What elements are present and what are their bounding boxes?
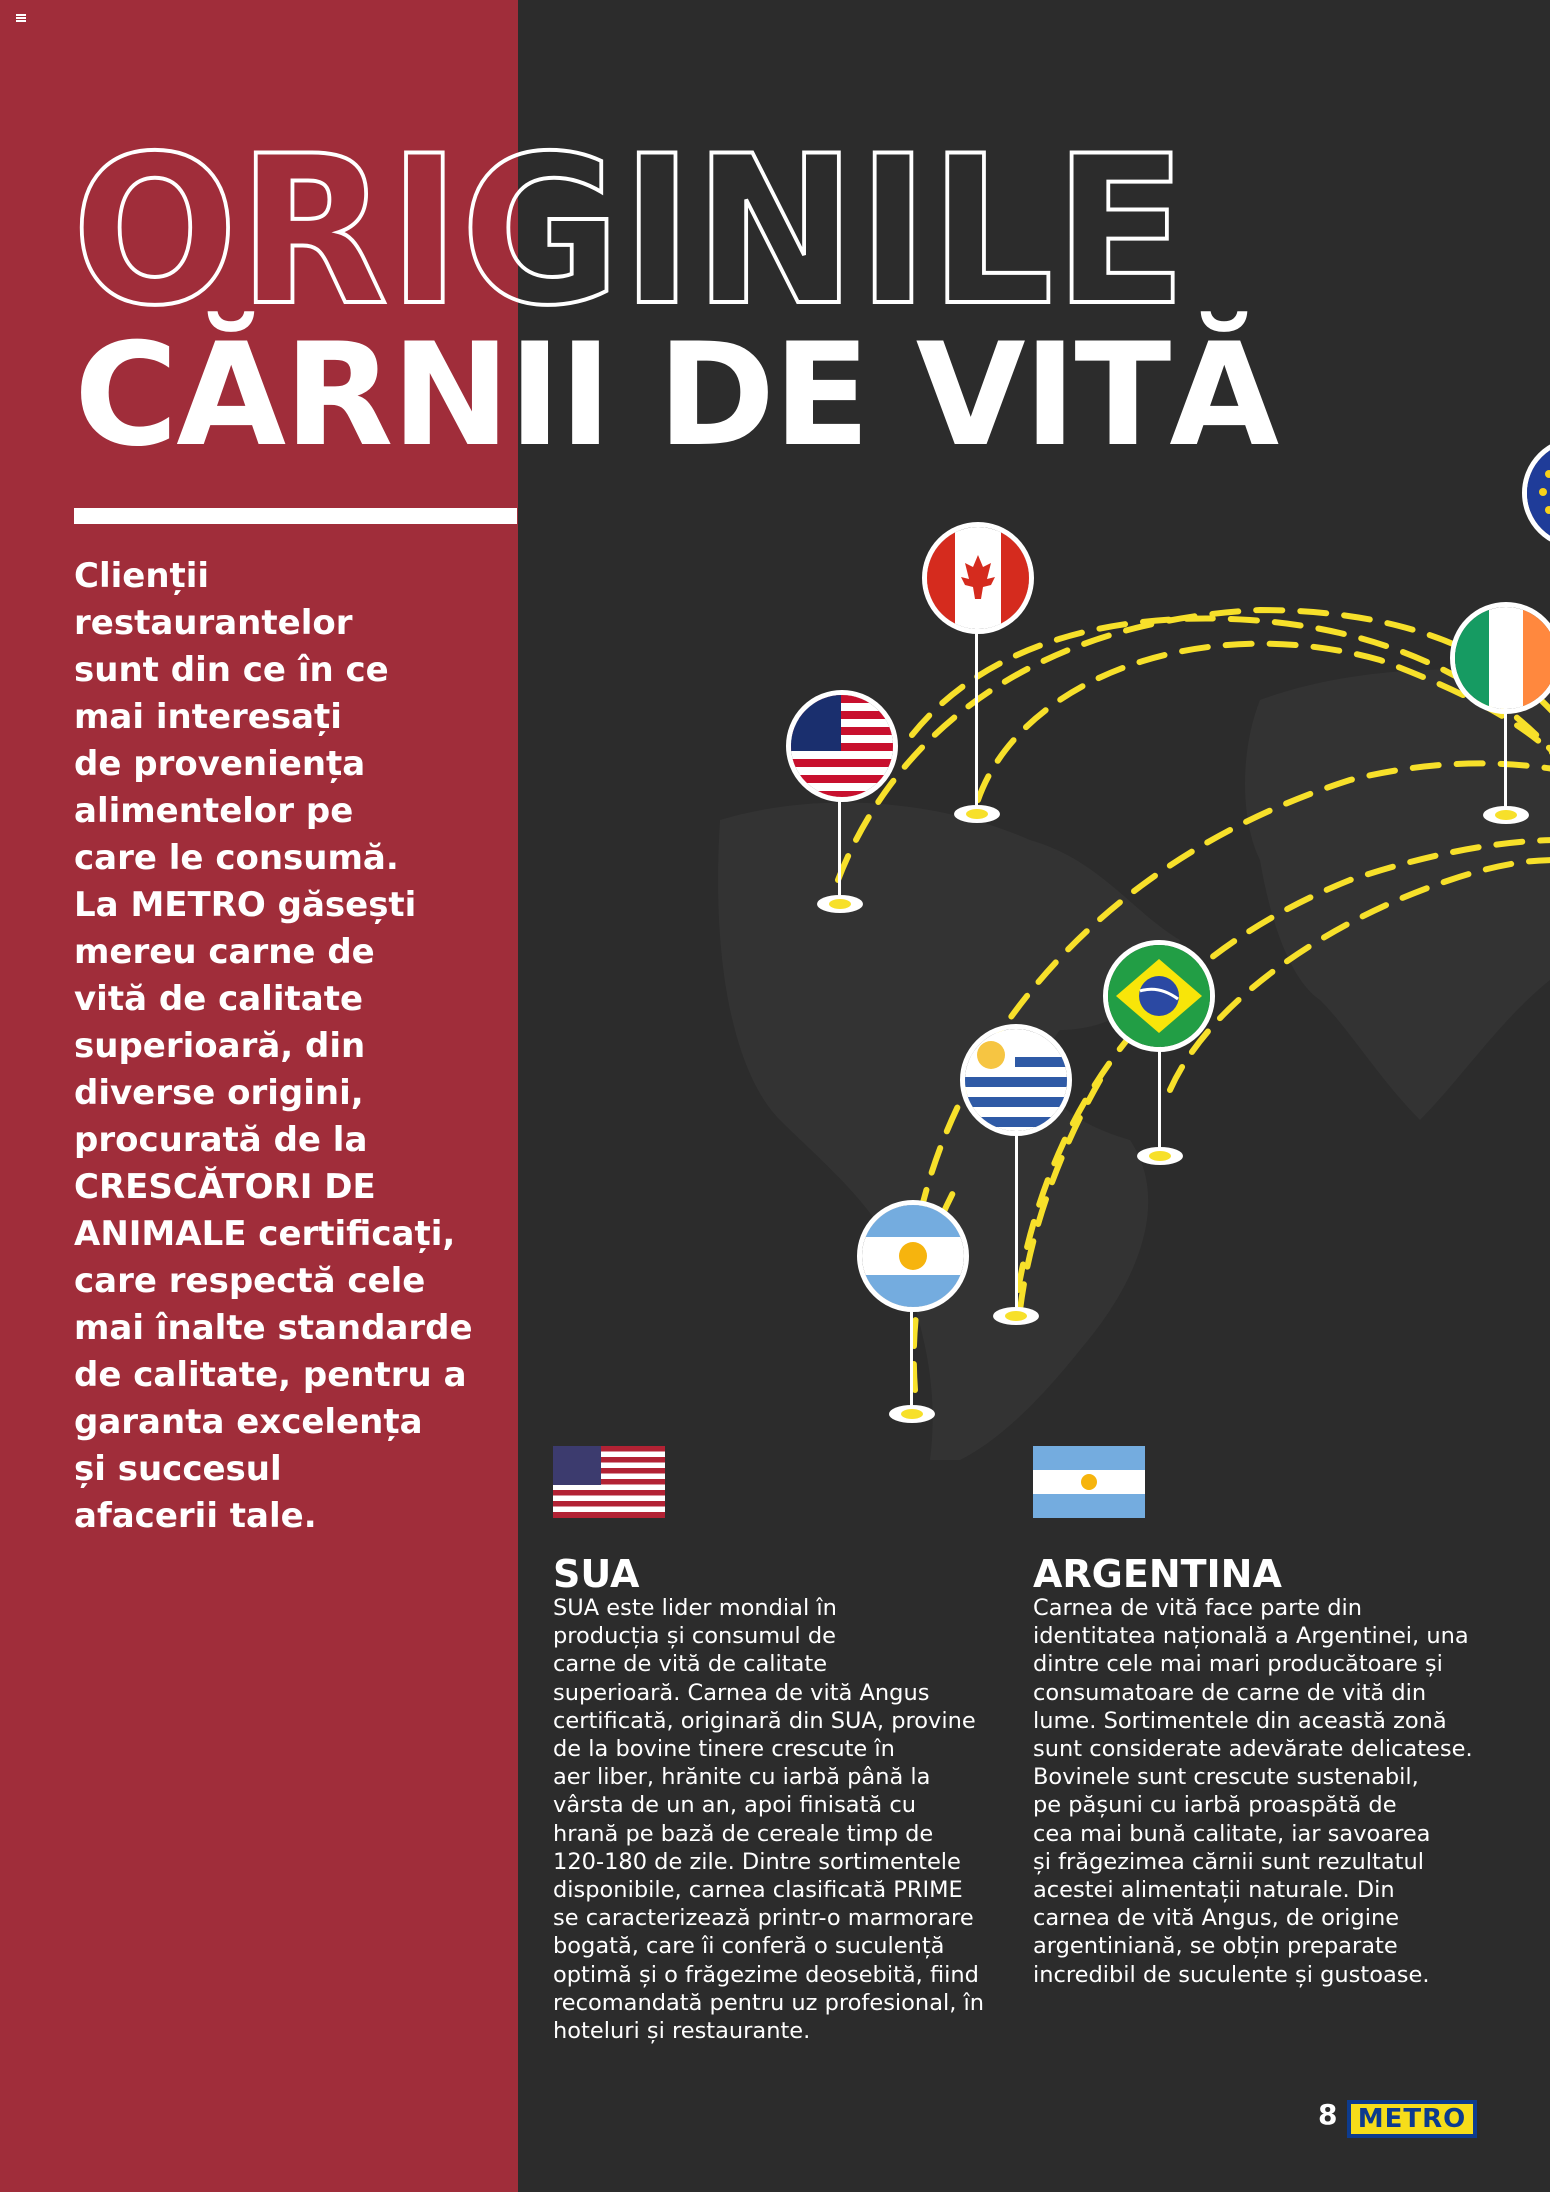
uruguay-flag-icon bbox=[960, 1024, 1072, 1136]
intro-paragraph: Clienții restaurantelor sunt din ce în ce mai interesați de proveniența alimentelor pe care le consumă. La METRO găsești mereu carne de vită de calitate superioară, din diverse origini, procurată de la CRESCĂTORI DE ANIMALE certificați, care respectă cele mai înalte standarde de calitate, pentru a garanta excelența și succesul afacerii tale. bbox=[74, 556, 473, 1536]
argentina-flag-icon bbox=[857, 1200, 969, 1312]
title-outline-text: ORIGINILE bbox=[72, 113, 1187, 342]
metro-logo bbox=[1347, 2100, 1477, 2138]
usa-flag-rect-icon bbox=[553, 1446, 665, 1518]
ireland-pin-base bbox=[1483, 806, 1529, 824]
canada-pin-stem bbox=[975, 625, 978, 815]
metro-logo-text: METRO bbox=[1357, 2104, 1467, 2134]
canada-pin-base bbox=[954, 805, 1000, 823]
page-number: 8 bbox=[1318, 2098, 1338, 2131]
country-title-argentina: ARGENTINA bbox=[1033, 1552, 1282, 1596]
argentina-pin-base bbox=[889, 1405, 935, 1423]
ireland-flag-icon bbox=[1450, 602, 1550, 714]
ireland-pin-stem bbox=[1504, 700, 1507, 815]
route-uruguay-to-eu bbox=[1018, 840, 1550, 1290]
argentina-flag-rect-icon bbox=[1033, 1446, 1145, 1518]
usa-pin-stem bbox=[838, 795, 841, 903]
uruguay-pin-base bbox=[993, 1307, 1039, 1325]
canada-flag-icon bbox=[922, 522, 1034, 634]
route-brazil-to-eu bbox=[1170, 860, 1550, 1090]
brazil-pin-stem bbox=[1158, 1045, 1161, 1155]
country-description-argentina: Carnea de vită face parte din identitatea națională a Argentinei, una dintre cele mai mari producătoare și consumatoare de carne de vită din lume. Sortimentele din această zonă sunt considerate adevărate delicatese. Bovinele sunt crescute sustenabil, pe pășuni cu iarbă proaspătă de cea mai bună calitate, iar savoarea și frăgezimea cărnii sunt rezultatul acestei alimentații naturale. Din carnea de vită Angus, de origine argentiniană, se obțin preparate incredibil de suculente și gustoase. bbox=[1033, 1595, 1473, 1988]
argentina-pin-stem bbox=[910, 1302, 913, 1412]
title-carnii-de-vita: CĂRNII DE VITĂ bbox=[74, 313, 1278, 478]
country-description-sua: SUA este lider mondial în producția și consumul de carne de vită de calitate superioară. Carnea de vită Angus certificată, originară din SUA, provine de la bovine tinere crescute în aer liber, hrănite cu iarbă până la vârsta de un an, apoi finisată cu hrană pe bază de cereale timp de 120-180 de zile. Dintre sortimentele disponibile, carnea clasificată PRIME se caracterizează printr-o marmorare bogată, care îi conferă o suculență optimă și o frăgezime deosebită, fiind recomandată pentru uz profesional, în hoteluri și restaurante. bbox=[553, 1595, 985, 2045]
brazil-pin-base bbox=[1137, 1147, 1183, 1165]
brazil-flag-icon bbox=[1103, 940, 1215, 1052]
uruguay-pin-stem bbox=[1015, 1128, 1018, 1318]
country-title-sua: SUA bbox=[553, 1552, 640, 1596]
usa-flag-icon bbox=[786, 690, 898, 802]
usa-pin-base bbox=[817, 895, 863, 913]
